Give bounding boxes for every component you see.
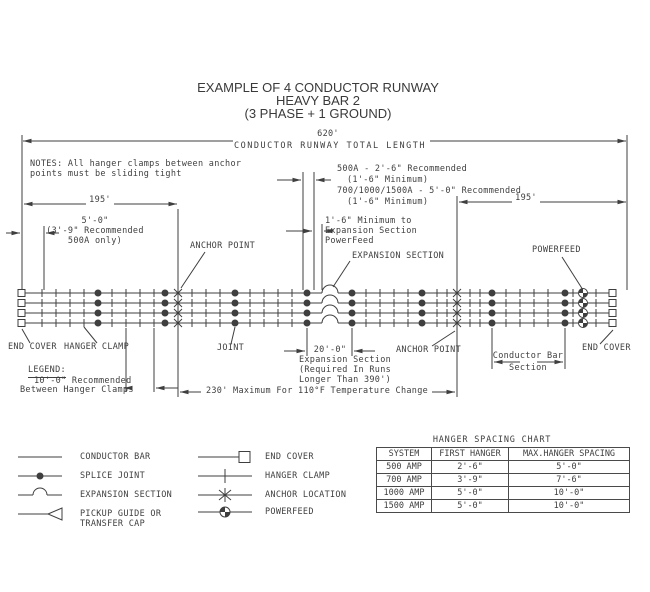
- col-header-max-spacing: MAX.HANGER SPACING: [509, 448, 630, 461]
- dim-expansion-clearance-line3: PowerFeed: [325, 236, 374, 246]
- table-row: [377, 500, 630, 513]
- cell-max-spacing: 10'-0": [509, 500, 630, 513]
- label-hanger-clamp: HANGER CLAMP: [64, 342, 130, 352]
- col-header-first-hanger: FIRST HANGER: [432, 448, 509, 461]
- label-end-cover-right: END COVER: [582, 343, 631, 353]
- label-anchor-point-right: ANCHOR POINT: [396, 345, 462, 355]
- legend-symbols-left: [18, 457, 62, 520]
- hanger-chart-table: [376, 447, 630, 513]
- legend-note-title: LEGEND:: [28, 366, 66, 378]
- dim-powerfeed-clearance-line3: 700/1000/1500A - 5'-0" Recommended: [337, 186, 522, 196]
- dim-total-length-label: CONDUCTOR RUNWAY TOTAL LENGTH: [234, 141, 426, 151]
- table-row: [377, 474, 630, 487]
- dim-expansion-width-note2: (Required In Runs: [298, 365, 392, 375]
- dim-expansion-width-note1: Expansion Section: [298, 355, 392, 365]
- label-end-cover-left: END COVER: [8, 342, 57, 352]
- cell-first-hanger: 5'-0": [432, 500, 509, 513]
- legend-note-line1: 10'-0" Recommended: [34, 376, 132, 386]
- table-header-row: [377, 448, 630, 461]
- cell-first-hanger: 2'-6": [432, 461, 509, 474]
- dim-conductor-bar-section-line1: Conductor Bar: [492, 351, 564, 361]
- expansion-section-symbol: [33, 488, 47, 495]
- conductor-runway: [18, 285, 616, 328]
- hanger-chart-title: HANGER SPACING CHART: [432, 435, 552, 445]
- dim-expansion-clearance-line2: Expansion Section: [325, 226, 418, 236]
- legend-label-powerfeed: POWERFEED: [265, 507, 314, 517]
- dim-expansion-width-value: 20'-0": [313, 345, 347, 355]
- dim-expansion-clearance-line1: 1'-6" Minimum to: [325, 216, 412, 226]
- cell-max-spacing: 10'-0": [509, 487, 630, 500]
- cell-first-hanger: 5'-0": [432, 487, 509, 500]
- label-expansion-section: EXPANSION SECTION: [352, 251, 445, 261]
- legend-label-expansion-section: EXPANSION SECTION: [80, 490, 173, 500]
- end-cover-symbol: [239, 452, 250, 463]
- dim-powerfeed-clearance-line4: (1'-6" Minimum): [347, 197, 429, 207]
- dim-first-hanger-value: 5'-0": [81, 216, 109, 226]
- legend-label-end-cover: END COVER: [265, 452, 314, 462]
- cell-max-spacing: 7'-6": [509, 474, 630, 487]
- notes-line1: NOTES: All hanger clamps between anchor: [30, 159, 242, 169]
- label-powerfeed: POWERFEED: [532, 245, 581, 255]
- drawing-title-line1: EXAMPLE OF 4 CONDUCTOR RUNWAY: [197, 80, 439, 95]
- legend-label-conductor-bar: CONDUCTOR BAR: [80, 452, 151, 462]
- pickup-guide-symbol: [48, 508, 62, 520]
- cell-system: 700 AMP: [377, 474, 432, 487]
- legend-symbols-right: [198, 452, 252, 518]
- splice-joint-symbol: [37, 473, 43, 479]
- dim-total-length-value: 620': [317, 129, 339, 139]
- dim-max-run: 230' Maximum For 110°F Temperature Change: [205, 386, 429, 396]
- cell-system: 1000 AMP: [377, 487, 432, 500]
- legend-label-splice-joint: SPLICE JOINT: [80, 471, 146, 481]
- legend-note-line2: Between Hanger Clamps: [20, 385, 134, 395]
- table-row: [377, 487, 630, 500]
- legend-label-pickup-guide-line2: TRANSFER CAP: [80, 519, 146, 529]
- cell-system: 1500 AMP: [377, 500, 432, 513]
- drawing-title-line3: (3 PHASE + 1 GROUND): [244, 106, 392, 121]
- dim-powerfeed-clearance-line2: (1'-6" Minimum): [347, 175, 429, 185]
- legend-label-hanger-clamp: HANGER CLAMP: [265, 471, 331, 481]
- leader-lines: [22, 252, 613, 346]
- label-anchor-point-left: ANCHOR POINT: [190, 241, 256, 251]
- label-joint: JOINT: [217, 343, 245, 353]
- dim-left-run: 195': [89, 195, 111, 205]
- dim-first-hanger-note2: 500A only): [67, 236, 123, 246]
- table-row: [377, 461, 630, 474]
- col-header-system: SYSTEM: [377, 448, 432, 461]
- cell-first-hanger: 3'-9": [432, 474, 509, 487]
- dim-first-hanger-note1: (3'-9" Recommended: [46, 226, 144, 236]
- legend-label-pickup-guide-line1: PICKUP GUIDE OR: [80, 509, 162, 519]
- dim-powerfeed-clearance-line1: 500A - 2'-6" Recommended: [337, 164, 468, 174]
- notes-line2: points must be sliding tight: [30, 169, 182, 179]
- legend-label-anchor-location: ANCHOR LOCATION: [265, 490, 347, 500]
- drawing-title-line2: HEAVY BAR 2: [275, 93, 361, 108]
- dim-right-run: 195': [515, 193, 537, 203]
- cell-max-spacing: 5'-0": [509, 461, 630, 474]
- cell-system: 500 AMP: [377, 461, 432, 474]
- dim-conductor-bar-section-line2: Section: [509, 363, 547, 373]
- dim-expansion-width-note3: Longer Than 390'): [298, 375, 392, 385]
- powerfeed-symbol: [220, 507, 230, 517]
